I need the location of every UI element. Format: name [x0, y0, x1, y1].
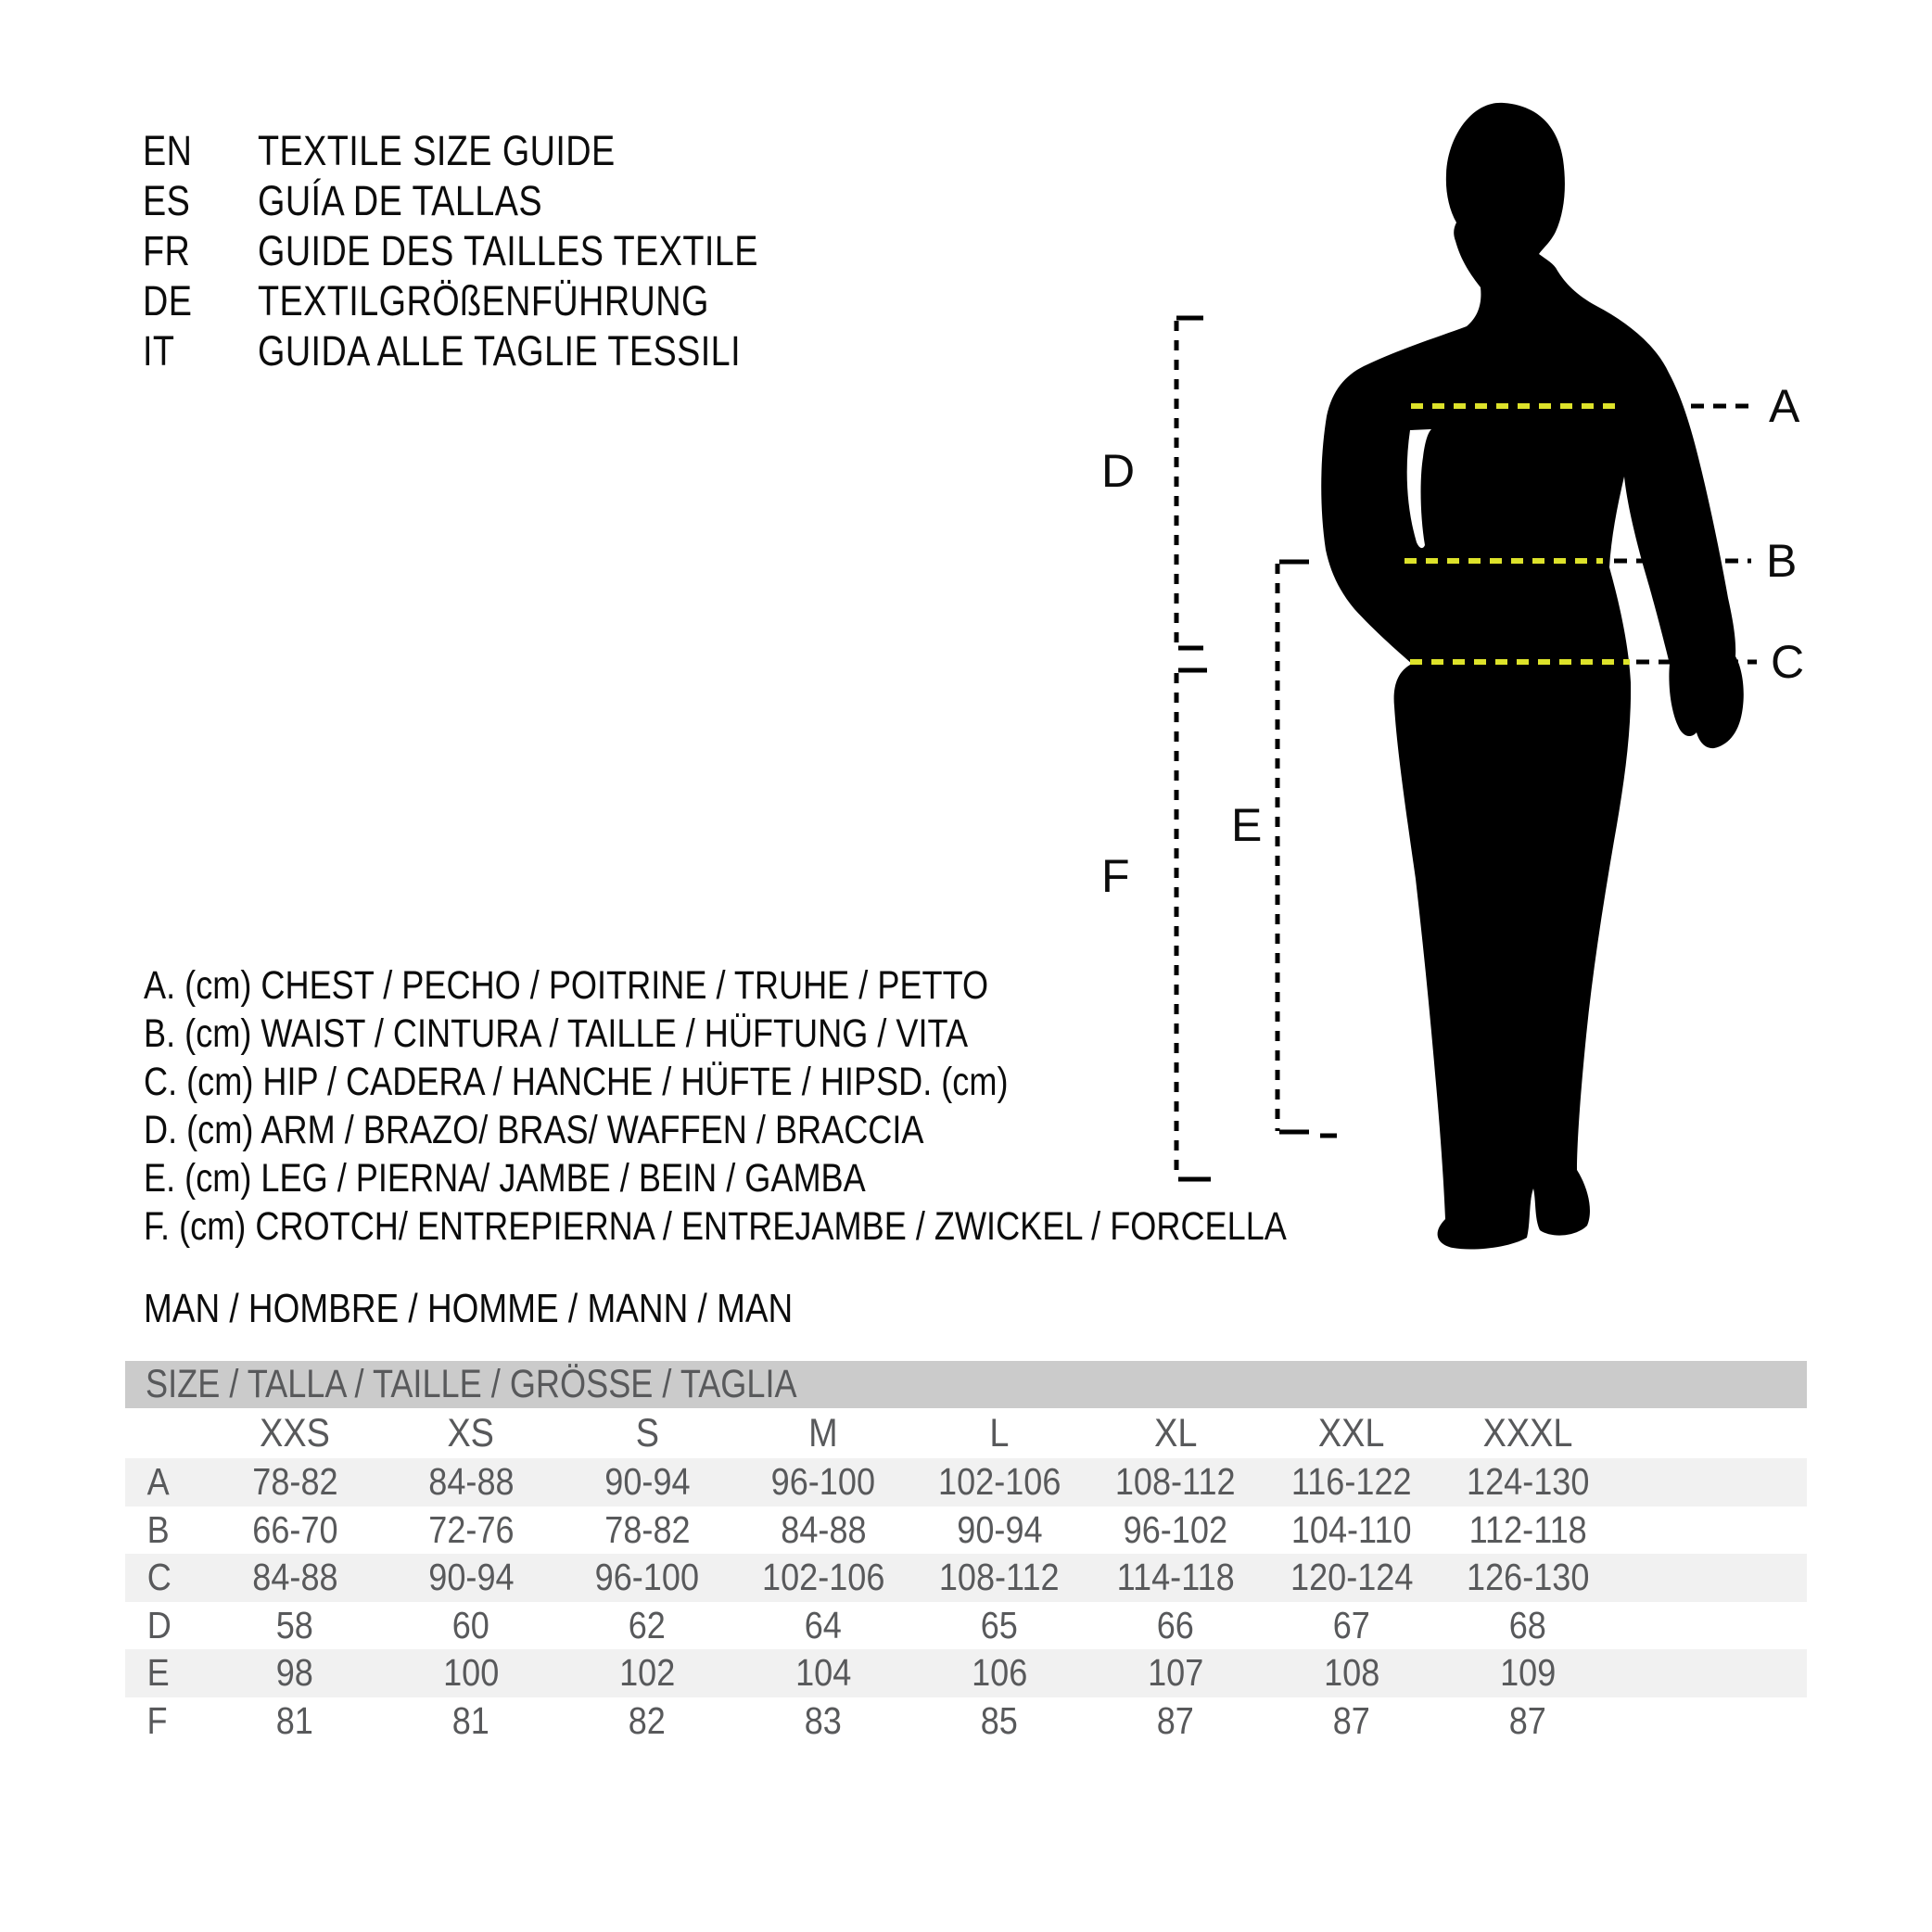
table-cell-text: 102: [618, 1651, 676, 1695]
table-cell-text: 90-94: [427, 1556, 515, 1599]
table-cell: [1087, 1651, 1264, 1695]
language-code-text: DE: [143, 277, 193, 324]
row-label-text: E: [146, 1651, 170, 1695]
table-cell-text: 107: [1147, 1651, 1204, 1695]
legend-item-text: B. (cm) WAIST / CINTURA / TAILLE / HÜFTUNG / VITA: [144, 1011, 969, 1056]
table-cell-text: 62: [628, 1603, 667, 1646]
table-cell-text: 108: [1323, 1651, 1380, 1695]
language-title-text: TEXTILE SIZE GUIDE: [258, 127, 616, 174]
legend-item: [144, 1106, 1505, 1154]
table-cell: [911, 1651, 1087, 1695]
language-code-text: FR: [143, 227, 191, 274]
table-cell: [207, 1460, 383, 1504]
table-cell-text: 98: [275, 1651, 314, 1695]
table-cell-text: 84-88: [427, 1460, 515, 1504]
size-column-header-text: S: [635, 1410, 659, 1455]
row-label-text: B: [146, 1507, 170, 1551]
language-code-text: IT: [143, 327, 175, 375]
size-table: [125, 1361, 1807, 1745]
table-cell: [207, 1651, 383, 1695]
table-cell: [559, 1556, 735, 1599]
legend-item-text: E. (cm) LEG / PIERNA/ JAMBE / BEIN / GAMBA: [144, 1156, 866, 1201]
table-cell: [1264, 1604, 1440, 1647]
table-cell: [207, 1556, 383, 1599]
measurement-legend: [144, 961, 1505, 1251]
language-title-text: TEXTILGRÖßENFÜHRUNG: [258, 277, 709, 324]
table-cell-text: 96-100: [594, 1556, 700, 1599]
size-column-header: [735, 1411, 911, 1456]
table-cell: [1440, 1508, 1616, 1552]
table-cell: [1440, 1460, 1616, 1504]
table-cell-text: 90-94: [956, 1507, 1043, 1551]
size-column-header-text: M: [808, 1410, 838, 1455]
legend-item: [144, 1154, 1505, 1202]
size-column-header-text: XXL: [1318, 1410, 1385, 1455]
size-column-header-text: XXXL: [1482, 1410, 1573, 1455]
table-cell: [735, 1651, 911, 1695]
row-label: [125, 1556, 207, 1599]
size-table-body: [125, 1458, 1807, 1745]
table-cell-text: 81: [451, 1698, 490, 1742]
legend-item: [144, 1010, 1505, 1058]
table-cell: [1087, 1508, 1264, 1552]
table-cell: [1087, 1460, 1264, 1504]
table-cell: [1440, 1556, 1616, 1599]
table-cell: [559, 1651, 735, 1695]
table-cell: [1264, 1460, 1440, 1504]
table-row: [125, 1554, 1807, 1602]
size-column-header: [559, 1411, 735, 1456]
table-cell: [735, 1699, 911, 1743]
table-cell: [1087, 1604, 1264, 1647]
table-cell-text: 126-130: [1466, 1556, 1590, 1599]
table-cell: [1264, 1651, 1440, 1695]
table-cell: [911, 1699, 1087, 1743]
table-cell-text: 104: [794, 1651, 852, 1695]
table-row: [125, 1649, 1807, 1697]
table-cell-text: 78-82: [604, 1507, 691, 1551]
table-cell-text: 78-82: [251, 1460, 338, 1504]
table-cell-text: 60: [451, 1603, 490, 1646]
size-column-header: [1264, 1411, 1440, 1456]
table-cell-text: 72-76: [427, 1507, 515, 1551]
table-cell-text: 112-118: [1468, 1507, 1587, 1551]
category-line: [144, 1285, 917, 1333]
row-label: [125, 1508, 207, 1552]
legend-item: [144, 1058, 1505, 1106]
table-row: [125, 1697, 1807, 1746]
table-cell: [911, 1604, 1087, 1647]
table-cell: [207, 1604, 383, 1647]
measure-label-arm: D: [1101, 445, 1137, 497]
size-table-title-bar: [125, 1361, 1807, 1408]
table-cell-text: 90-94: [604, 1460, 691, 1504]
table-cell: [911, 1556, 1087, 1599]
table-row: [125, 1506, 1807, 1555]
row-label: [125, 1651, 207, 1695]
table-cell: [383, 1604, 559, 1647]
row-label: [125, 1604, 207, 1647]
language-title-text: GUÍA DE TALLAS: [258, 177, 543, 224]
size-table-title: SIZE / TALLA / TAILLE / GRÖSSE / TAGLIA: [146, 1362, 797, 1406]
table-cell-text: 102-106: [761, 1556, 885, 1599]
table-cell-text: 87: [1156, 1698, 1195, 1742]
size-table-header-row: [125, 1408, 1807, 1458]
row-label-text: F: [146, 1698, 168, 1742]
table-cell: [1087, 1556, 1264, 1599]
table-cell: [207, 1699, 383, 1743]
measure-label-chest: A: [1769, 380, 1801, 432]
table-cell-text: 67: [1332, 1603, 1371, 1646]
table-cell: [1440, 1651, 1616, 1695]
measure-label-waist: B: [1766, 535, 1799, 587]
table-cell: [559, 1699, 735, 1743]
table-cell-text: 87: [1508, 1698, 1547, 1742]
legend-item-text: C. (cm) HIP / CADERA / HANCHE / HÜFTE / HIPSD. (cm): [144, 1060, 1009, 1104]
table-cell-text: 58: [275, 1603, 314, 1646]
table-cell-text: 82: [628, 1698, 667, 1742]
table-cell-text: 66: [1156, 1603, 1195, 1646]
size-column-header: [911, 1411, 1087, 1456]
table-cell-text: 81: [275, 1698, 314, 1742]
size-column-header: [383, 1411, 559, 1456]
table-cell: [1264, 1508, 1440, 1552]
table-cell: [1440, 1604, 1616, 1647]
language-title-text: GUIDA ALLE TAGLIE TESSILI: [258, 327, 742, 375]
table-cell-text: 114-118: [1116, 1556, 1235, 1599]
table-cell: [559, 1604, 735, 1647]
measure-label-crotch: F: [1101, 850, 1131, 902]
language-title-text: GUIDE DES TAILLES TEXTILE: [258, 227, 758, 274]
table-cell: [1264, 1556, 1440, 1599]
table-cell: [383, 1556, 559, 1599]
size-column-header: [207, 1411, 383, 1456]
table-cell: [735, 1556, 911, 1599]
size-column-header-text: XS: [447, 1410, 495, 1455]
table-cell-text: 84-88: [251, 1556, 338, 1599]
table-cell-text: 66-70: [251, 1507, 338, 1551]
table-cell: [1087, 1699, 1264, 1743]
table-row: [125, 1458, 1807, 1506]
table-cell-text: 87: [1332, 1698, 1371, 1742]
table-cell: [383, 1508, 559, 1552]
table-cell: [911, 1460, 1087, 1504]
table-cell: [383, 1460, 559, 1504]
legend-item: [144, 1202, 1505, 1251]
row-label-text: D: [146, 1603, 172, 1646]
table-cell-text: 108-112: [939, 1556, 1060, 1599]
table-cell: [1264, 1699, 1440, 1743]
size-column-header-text: XL: [1153, 1410, 1198, 1455]
table-cell: [559, 1460, 735, 1504]
table-cell: [735, 1508, 911, 1552]
table-cell-text: 116-122: [1291, 1460, 1412, 1504]
size-column-header-text: L: [989, 1410, 1010, 1455]
table-cell: [735, 1460, 911, 1504]
language-code-text: ES: [143, 177, 191, 224]
table-cell-text: 84-88: [780, 1507, 867, 1551]
table-cell-text: 120-124: [1290, 1556, 1414, 1599]
table-cell: [1440, 1699, 1616, 1743]
table-cell: [207, 1508, 383, 1552]
table-row: [125, 1602, 1807, 1650]
table-cell-text: 68: [1508, 1603, 1547, 1646]
table-cell: [911, 1508, 1087, 1552]
language-code-text: EN: [143, 127, 193, 174]
measure-label-leg: E: [1231, 799, 1264, 851]
category-line-text: MAN / HOMBRE / HOMME / MANN / MAN: [144, 1286, 794, 1331]
row-label: [125, 1460, 207, 1504]
table-cell-text: 104-110: [1291, 1507, 1412, 1551]
table-cell-text: 83: [804, 1698, 843, 1742]
table-cell-text: 124-130: [1466, 1460, 1590, 1504]
table-cell-text: 85: [980, 1698, 1019, 1742]
row-label-text: C: [146, 1556, 172, 1599]
table-cell-text: 108-112: [1115, 1460, 1236, 1504]
size-column-header: [1087, 1411, 1264, 1456]
table-cell-text: 64: [804, 1603, 843, 1646]
legend-item-text: D. (cm) ARM / BRAZO/ BRAS/ WAFFEN / BRACCIA: [144, 1108, 924, 1152]
table-cell: [383, 1699, 559, 1743]
size-column-header-text: XXS: [260, 1410, 330, 1455]
row-label: [125, 1699, 207, 1743]
legend-item-text: F. (cm) CROTCH/ ENTREPIERNA / ENTREJAMBE / ZWICKEL / FORCELLA: [144, 1204, 1287, 1249]
legend-item: [144, 961, 1505, 1010]
measure-label-hip: C: [1771, 636, 1806, 688]
table-cell-text: 102-106: [937, 1460, 1061, 1504]
table-cell-text: 106: [971, 1651, 1028, 1695]
table-cell: [735, 1604, 911, 1647]
table-cell-text: 65: [980, 1603, 1019, 1646]
table-cell-text: 100: [442, 1651, 500, 1695]
size-column-header: [1440, 1411, 1616, 1456]
table-cell-text: 109: [1499, 1651, 1557, 1695]
table-cell: [559, 1508, 735, 1552]
table-cell-text: 96-102: [1123, 1507, 1228, 1551]
legend-item-text: A. (cm) CHEST / PECHO / POITRINE / TRUHE / PETTO: [144, 963, 989, 1008]
row-label-text: A: [146, 1460, 170, 1504]
table-cell-text: 96-100: [770, 1460, 876, 1504]
table-cell: [383, 1651, 559, 1695]
